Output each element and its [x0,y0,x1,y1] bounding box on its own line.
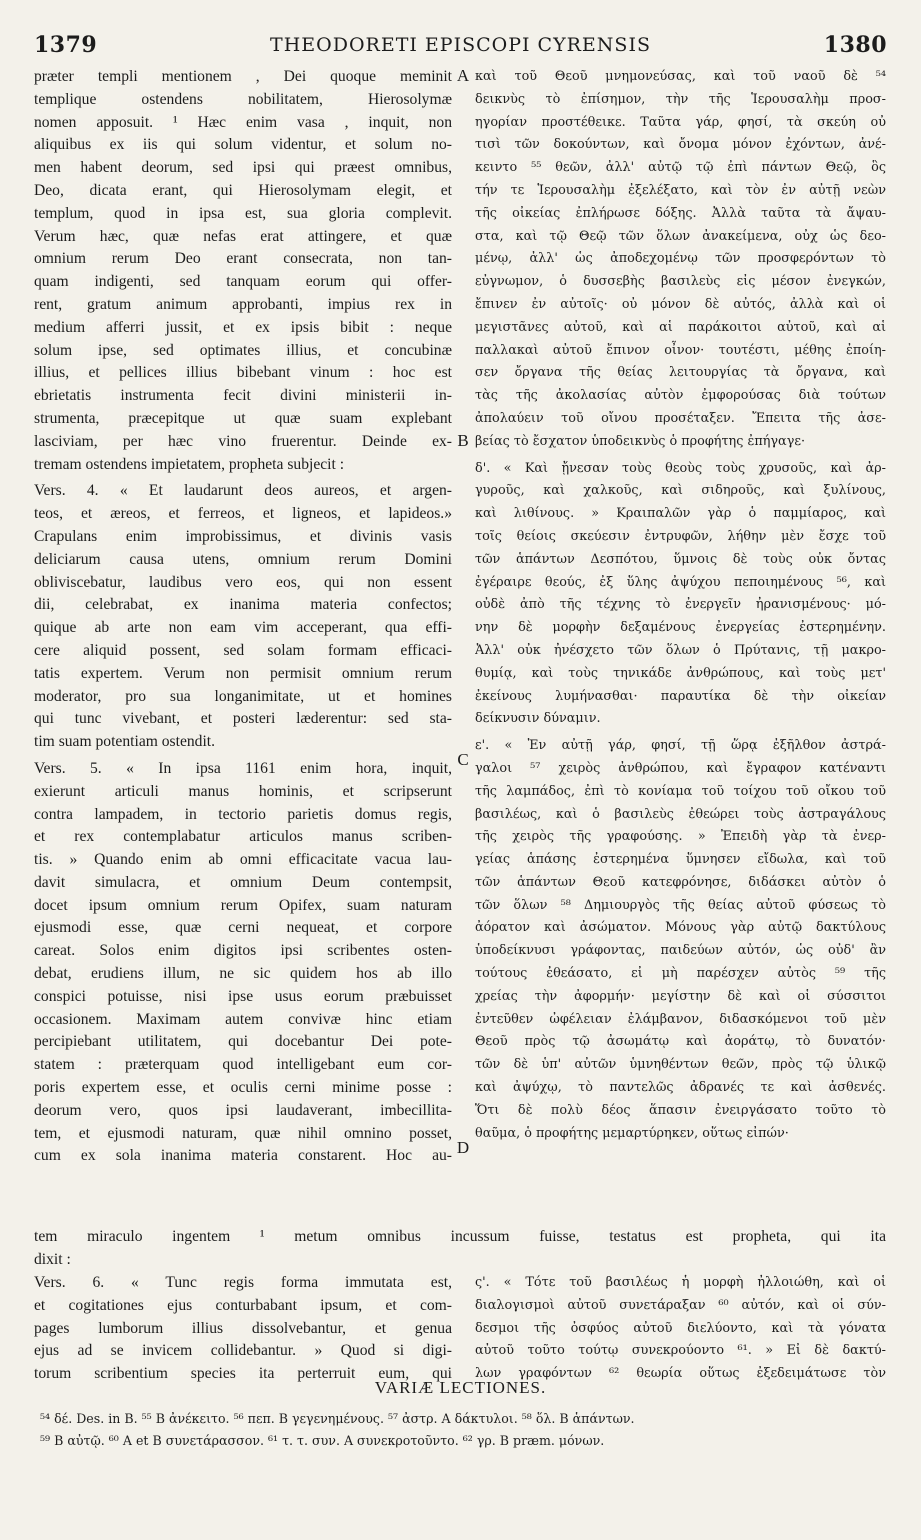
text-line: ηγορίαν προστέθεικε. Ταῦτα γάρ, φησί, τὰ σκεύη οὐ [475,114,886,130]
text-line: templique ostendens nobilitatem, Hierosolymæ [34,90,452,108]
text-line: στα, καὶ τῷ Θεῷ τῶν ὅλων ἀνακείμενα, οὐχ ὡς δεο- [475,228,886,244]
text-line: tim suam potentiam ostendit. [34,733,216,751]
text-line: βείας τὸ ἔσχατον ὑποδεικνὺς ὁ προφήτης ἐπήγαγε· [475,433,806,449]
text-line: παλλακαὶ αὐτοῦ ἔπινον οἶνον· τουτέστι, μέθης ἐποίη- [475,342,886,358]
text-line: deliciarum causa utens, omnium rerum Domini [34,550,452,568]
text-line: γαλοι ⁵⁷ χειρὸς ἀνθρώπου, καὶ ἔγραφον κατέναντι [475,760,886,776]
text-line: ebrietatis instrumenta fecit divini ministerii in- [34,387,452,405]
text-line: rent, gratum animum approbanti, impius rex in [34,295,452,313]
text-line: ejusmodi esse, quæ cerni nequeat, et corpore [34,919,452,937]
text-line: davit simulacra, et omnium Deum contempsit, [34,873,452,891]
text-line: et cogitationes ejus conturbabant ipsum, et com- [34,1296,452,1314]
text-line: καὶ τοῦ Θεοῦ μνημονεύσας, καὶ τοῦ ναοῦ δὲ ⁵⁴ [475,69,886,84]
variae-lectiones-title: VARIÆ LECTIONES. [374,1378,547,1397]
text-line: tremam ostendens impietatem, propheta subjecit : [34,455,345,473]
text-line: omnium rerum Deo erant consecrata, non tan- [34,250,452,268]
text-line: men habent deorum, sed ipsi qui præest omnibus, [34,159,452,177]
text-line: αὐτοῦ τοῦτο τούτῳ συνεκρούοντο ⁶¹. » Εἰ δὲ δακτύ- [475,1343,886,1359]
text-line: οὐδὲ ἀπὸ τῆς τέχνης τὸ ἐνεργεῖν ἠρανισμένους· μό- [475,597,886,613]
text-line: δείκνυσιν δύναμιν. [475,711,601,727]
text-line: aliquibus ex iis qui solum videntur, et solum no- [34,136,452,154]
text-line: ἐντεῦθεν ὠφέλειαν ἐλάμβανον, διδασκόμενοι τοῦ μὲν [475,1011,886,1027]
text-line: μεγιστᾶνες αὐτοῦ, καὶ αἱ παράκοιτοι αὐτοῦ, καὶ αἱ [475,319,886,335]
text-line: τοῖς θείοις σκεύεσιν ἐντρυφῶν, λήθην μὲν ἔσχε τοῦ [475,528,886,544]
text-line: τῆς λαμπάδος, ἐπὶ τὸ κονίαμα τοῦ τοίχου τοῦ οἴκου τοῦ [475,783,886,799]
text-line: ἔπινεν ἐν αὐτοῖς· οὐ μόνον δὲ αὐτός, ἀλλὰ καὶ οἱ [475,296,886,312]
text-line: nomen apposuit. ¹ Hæc enim vasa , inquit, non [34,113,452,131]
greek-column-continued [475,1272,886,1386]
text-line: τῆς χειρὸς τῆς γραφούσης. » Ἐπειδὴ γὰρ τὰ ἐνερ- [475,829,886,845]
text-line: dii, celebrabat, ex inanima materia confectos; [34,596,452,614]
text-line: qui tunc vivebant, et posteri læderentur: sed sta- [34,710,452,728]
variae-lectiones-line: ⁵⁹ B αὐτῷ. ⁶⁰ A et B συνετάρασσον. ⁶¹ τ. τ. συν. A συνεκροτοῦντο. ⁶² γρ. B præm. μόνων. [40,1433,605,1448]
text-line: torum scribentium species ita perterruit eum, qui [34,1365,452,1383]
text-line: Θεοῦ πρὸς τῷ ἀσωμάτῳ καὶ ἀοράτῳ, τὸ δυνατόν· [475,1034,886,1050]
text-line: ς'. « Τότε τοῦ βασιλέως ἡ μορφὴ ἠλλοιώθη, καὶ οἱ [475,1275,886,1290]
text-line: ε'. « Ἐν αὐτῇ γάρ, φησί, τῇ ὥρᾳ ἐξῆλθον ἀστρά- [475,738,886,754]
text-line: Crapulans enim improbissimus, et divinis vasis [34,527,452,545]
text-line: cum ex sola inanima materia constarent. Hoc au- [34,1147,452,1165]
text-line: quam indigenti, sed tanquam eorum qui offer- [34,273,452,291]
text-line: strumenta, præcepitque ut quæ suam explebant [34,409,452,427]
text-line: et rex contemplabatur articulos manus scriben- [34,828,452,846]
text-line: poris expertem esse, et oculis cerni minime posse : [34,1079,452,1097]
latin-column [34,66,452,1168]
text-line: ἀπολαύειν τοῦ οἴνου προσέταξεν. Ἔπειτα τῆς ἀσε- [475,410,886,426]
full-width-line-end: dixit : [34,1251,71,1268]
text-line: Ἀλλ' οὐκ ἠνέσχετο τῶν ὅλων ὁ Πρύτανις, τῇ μακρο- [475,642,886,658]
text-line: medium afferri jussit, et ex ipsis bibit : neque [34,318,452,336]
page-number-left: 1379 [34,32,98,58]
text-line: contra lampadem, in tectorio parietis domus regis, [34,805,452,823]
text-line: δεικνὺς τὸ ἐπίσημον, τὴν τῆς Ἱερουσαλὴμ προσ- [475,91,886,107]
text-line: percipiebant utilitatem, qui docebantur Dei pote- [34,1033,452,1051]
text-line: ἀόρατον καὶ ἀσώματον. Μόνους γὰρ αὐτῷ δακτύλους [475,920,886,936]
text-line: moderator, pro sua longanimitate, ut et homines [34,687,452,705]
text-line: Vers. 4. « Et laudarunt deos aureos, et argen- [34,482,452,500]
text-line: μένῳ, ἀλλ' ὡς ἀποδεχομένῳ τῶν προσφερόντων τὸ [475,251,886,267]
text-line: λων γραφόντων ⁶² θεωρία οὕτως ἐξεδειμάτωσε τὸν [475,1366,886,1382]
text-line: εὐγνωμον, ὁ δυσσεβὴς βασιλεὺς εἰς μέσον ἐνεγκών, [475,274,886,290]
text-line: τῶν δὲ ὑπ' αὐτῶν ὑμνηθέντων θεῶν, πρὸς τῷ ὑλικῷ [475,1057,886,1073]
text-line: ἐκείνους λυμήνασθαι· παραυτίκα δὲ τὴν οἰκείαν [475,688,886,704]
text-line: τῆς οἰκείας ἐπλήρωσε δόξης. Ἀλλὰ ταῦτα τὰ ἄψαυ- [475,205,886,221]
text-line: καὶ ἀψύχῳ, τὸ παντελῶς ἀδρανές τε καὶ ἀσθενές. [475,1080,886,1096]
running-title: THEODORETI EPISCOPI CYRENSIS [270,34,651,56]
text-line: debat, erudiens illum, ne sic quidem hos ab illo [34,965,452,983]
text-line: pages lumborum illius dissolvebantur, et genua [34,1319,452,1337]
text-line: illius, et pellices illius bibebant vinum : hoc est [34,364,452,382]
text-line: templum, quod in ipsa est, sua gloria complevit. [34,204,452,222]
text-line: ἐγέραιρε θεούς, ἐξ ὕλης ἀψύχου πεποιημένους ⁵⁶, καὶ [475,574,886,590]
text-line: τὰς τῆς ἀκολασίας αὐτὸν ἐμφορούσας διὰ τούτων [475,388,886,404]
text-line: ejus ad se invicem collidebantur. » Quod si digi- [34,1342,452,1360]
text-line: καὶ λιθίνους. » Κραιπαλῶν γὰρ ὁ παμμίαρος, καὶ [475,506,886,522]
text-line: τῶν ὅλων ⁵⁸ Δημιουργὸς τῆς θείας αὐτοῦ φύσεως τὸ [475,897,886,913]
text-line: quique ab arte non eam vim acceperant, qua effi- [34,619,452,637]
text-line: τισὶ τῶν δοκούντων, καὶ ὄνομα μόνον ἐχόντων, ἀνέ- [475,137,886,153]
text-line: θυμίᾳ, καὶ τοὺς τηνικάδε ἀνθρώπους, καὶ τοὺς μετ' [475,665,886,681]
text-line: χρείας τὴν ἀφορμήν· μεγίστην δὲ καὶ οἱ σύσσιτοι [475,988,886,1004]
text-line: Vers. 6. « Tunc regis forma immutata est, [34,1274,452,1291]
text-line: ὑποδείκνυσι γράφοντας, παιδεύων αὐτόν, ὡς οὐδ' ἂν [475,943,886,959]
text-line: statem : præterquam quod intelligebant eum cor- [34,1056,452,1074]
text-line: tem, et ejusmodi naturam, quæ nihil omnino posset, [34,1124,452,1142]
margin-marker-a: A [456,66,470,85]
margin-marker-d: D [456,1138,470,1157]
text-line: careat. Solos enim digitos ipsi scribentes osten- [34,942,452,960]
margin-marker-c: C [457,750,469,769]
text-line: docet ipsum omnium rerum Opifex, suam naturam [34,896,452,914]
text-line: cere aliquid possent, sed solam formam efficaci- [34,641,452,659]
text-line: τήν τε Ἱερουσαλὴμ ἐξελέξατο, καὶ τὸν ἐν αὐτῇ νεὼν [475,182,886,198]
text-line: τούτους ἐθεάσατο, εἰ μὴ παρέσχεν αὐτὸς ⁵⁹ τῆς [475,966,886,982]
greek-column [475,66,886,1145]
text-line: Deo, dicata erant, qui Hierosolymam elegit, et [34,181,452,199]
text-line: τῶν ἁπάντων Θεοῦ κατεφρόνησε, διδάσκει αὐτὸν ὁ [475,874,886,890]
text-line: Vers. 5. « In ipsa 1161 enim hora, inquit, [34,759,452,777]
text-line: conspici potuisse, nisi ipse usus eorum præbuisset [34,987,452,1005]
text-line: deorum vero, quos ipsi laudaverant, imbecillita- [34,1101,452,1119]
text-line: δ'. « Καὶ ᾔνεσαν τοὺς θεοὺς τοὺς χρυσοῦς, καὶ ἀρ- [475,460,886,476]
text-line: νην δὲ μορφὴν δεξαμένους ἐνεργείας ἐστερημένην. [475,620,886,636]
text-line: tis. » Quando enim ab omni efficacitate vacua lau- [34,851,452,869]
text-line: τῶν ἁπάντων Δεσπότου, ὕμνοις δὲ τοὺς οὐκ ὄντας [475,551,886,567]
margin-marker-b: B [457,431,469,450]
text-line: lasciviam, per hæc vino fruerentur. Deinde ex- [34,432,452,450]
text-line: γείας ἁπάσης ἐστερημένα ὕμνησεν εἴδωλα, καὶ τοῦ [475,852,886,868]
text-line: Verum hæc, quæ nefas erat attingere, et quæ [34,227,452,245]
text-line: δεσμοι τῆς ὀσφύος αὐτοῦ διελύοντο, καὶ τὰ γόνατα [475,1320,886,1336]
variae-lectiones-line: ⁵⁴ δέ. Des. in B. ⁵⁵ B ἀνέκειτο. ⁵⁶ πεπ. B γεγενημένους. ⁵⁷ ἀστρ. A δάκτυλοι. ⁵⁸ ὅλ. B ἁπάντων. [40,1411,635,1426]
text-line: solum ipse, sed optimates illius, et concubinæ [34,341,452,359]
text-line: præter templi mentionem , Dei quoque meminit [34,68,452,85]
text-line: γυροῦς, καὶ χαλκοῦς, καὶ σιδηροῦς, καὶ ξυλίνους, [475,483,886,499]
text-line: διαλογισμοὶ αὐτοῦ συνετάραξαν ⁶⁰ αὐτόν, καὶ οἱ σύν- [475,1297,886,1313]
full-width-line: tem miraculo ingentem ¹ metum omnibus incussum fuisse, testatus est propheta, qui ita [34,1228,886,1245]
text-line: Ὅτι δὲ πολὺ δέος ἅπασιν ἐνειργάσατο τοῦτο τὸ [475,1102,886,1118]
page-number-right: 1380 [823,32,887,58]
page-header [0,0,921,60]
text-line: exierunt articuli manus hominis, et scripserunt [34,782,452,800]
text-line: σεν ὄργανα τῆς θείας λειτουργίας τὰ ὄργανα, καὶ [475,365,886,381]
text-line: βασιλέως, καὶ ὁ βασιλεὺς ἐθεώρει τοὺς ἀστραγάλους [475,806,886,822]
text-line: κειντο ⁵⁵ θεῶν, ἀλλ' αὐτῷ τῷ ἐπὶ πάντων Θεῷ, ὃς [475,160,886,176]
text-line: occasionem. Maximam autem convivæ hinc etiam [34,1010,452,1028]
text-line: θαῦμα, ὁ προφήτης μεμαρτύρηκεν, οὕτως εἰπών· [475,1125,789,1141]
text-line: teos, et æreos, et ferreos, et ligneos, et lapideos.» [34,505,452,523]
latin-column-continued [34,1272,452,1386]
text-line: tatis expertem. Verum non permisit omnium rerum [34,664,452,682]
text-line: obliviscebatur, laudibus vero eos, qui non essent [34,573,452,591]
